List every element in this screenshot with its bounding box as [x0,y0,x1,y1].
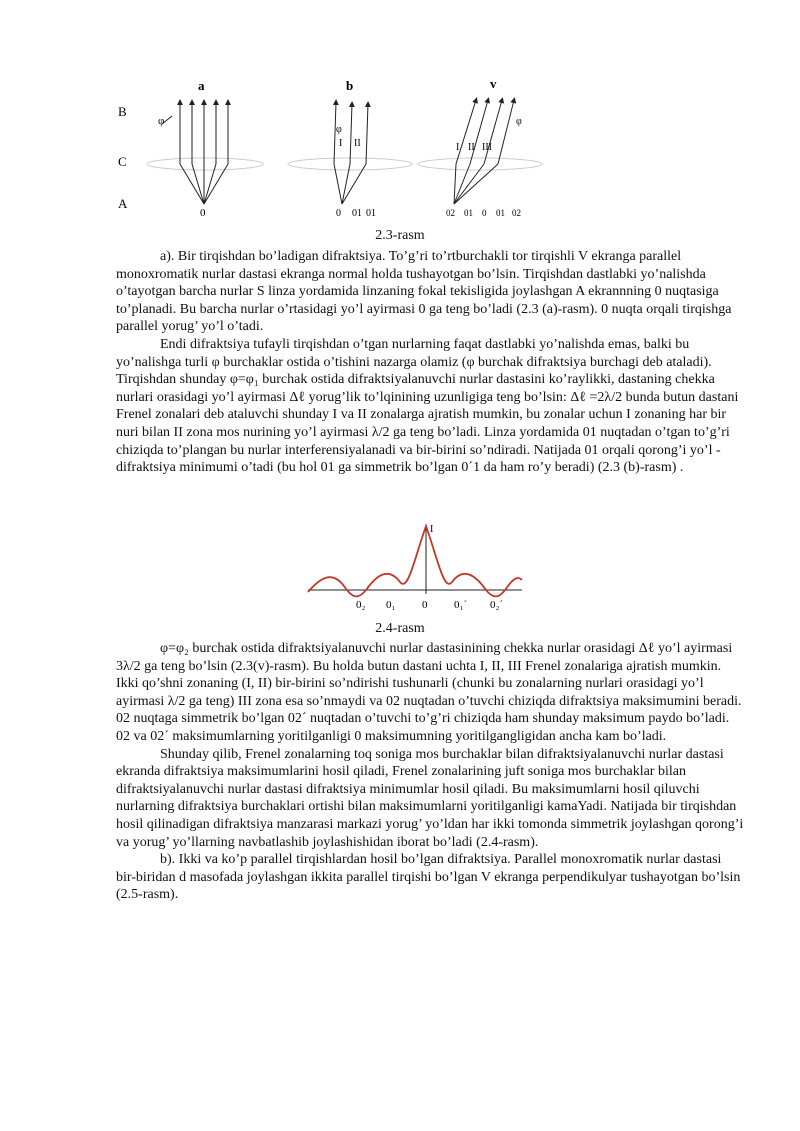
axis-label-2: 0 [422,599,428,611]
paragraph-multiple-slits: b). Ikki va ko’p parallel tirqishlardan hosil bo’lgan difraktsiya. Parallel monoxromatik nurlar dastasi bir-biridan d masofada joylashgan ikkita parallel tirqishi bo’lgan V ekranga perpendikulyar tushayotgan bo’lsin (2.5-rasm). [116,852,741,903]
zone-label-v-1: I [456,142,460,153]
panel-b [288,78,412,219]
paragraph-conclusion: Shunday qilib, Frenel zonalarning toq soniga mos burchaklar bilan difraktsiyalanuvchi nurlar dastasi ekranda difraktsiya maksimumlarini hosil qiladi, Frenel zonalarining juft soniga mos burchaklar bilan difraktsiyalanuvchi nurlar dastasi difraktsiya minimumlar hosil qiladi. Bu maksimumlarni hosil qiluvchi nurlarning difraktsiya burchaklari ortishi bilan maksimumlarni yoritilganligi kamaYadi. Natijada bir tirqishdan hosil qilinadigan difraktsiya manzarasi markazi yorug’ yo’ldan har ikki tomonda simmetrik joylashgan qorong’i va yorug’ yo’llarning navbatlashib joylashishidan iborat bo’ladi (2.4-rasm). [116,746,744,850]
panel-a [147,78,263,219]
intensity-curve [308,526,522,596]
axis-label-3: 0₁´ [454,599,467,611]
paragraph-diffraction-angle: Endi difraktsiya tufayli tirqishdan o’tgan nurlarning faqat dastlabki yo’nalishda emas, balki bu yo’nalishga turli φ burchaklar ostida o’tishini nazarga olamiz (φ burchak difraktsiya burchagi deb ataladi). Tirqishdan shunday φ=φ₁ burchak ostida difraktsiyalanuvchi nurlar dastasini ko’raylikki, dastaning chekka nurlari orasidagi yo’l ayirmasi Δℓ yorug’lik to’lqinining uzunligiga teng bo’lsin: Δℓ =2λ/2 bunda butun dastani Frenel zonalari deb ataluvchi shunday I va II zonalarga ajratish mumkin, bu zonalar uchun I zonaning har bir nuri bilan II zona mos nurining yo’l ayirmasi λ/2 ga teng bo’ladi. Linza yordamida 01 nuqtadan o’tgan to’g’ri chiziqda to’plangan bu nurlar interferensiyalanadi va bir-birini so’ndiradi. Natijada 01 orqali qorong’i yo’l - difraktsiya minimumi o’tadi (bu hol 01 ga simmetrik bo’lgan 0´1 da ham ro’y beradi) (2.3 (b)-rasm) . [116,336,739,476]
point-label-v-1: 01 [464,208,473,218]
point-label-b-1: 01 [352,208,362,219]
point-label-v-3: 01 [496,208,505,218]
curve-label: I [430,524,434,535]
panel-label-b: b [346,78,354,93]
point-label-b-0: 0 [336,208,341,219]
point-label-b-2: 01 [366,208,376,219]
text-block-2 [116,640,744,904]
figure-2-4-caption: 2.4-rasm [375,621,425,636]
point-label-v-0: 02 [446,208,455,218]
panel-label-a: a [198,78,205,93]
figure-2-3 [110,74,550,224]
screen-label-c: C [118,154,127,169]
figure-2-4 [300,520,530,616]
axis-label-0: 0₂ [356,599,366,611]
angle-label-a: φ [158,115,165,127]
axis-label-1: 0₁ [386,599,396,611]
angle-label-b: φ [336,124,342,135]
screen-label-a: A [118,196,128,211]
zone-label-v-3: III [482,142,492,153]
zone-label-b-2: II [354,138,361,149]
point-label-v-2: 0 [482,208,487,218]
paragraph-single-slit: a). Bir tirqishdan bo’ladigan difraktsiya. To’g’ri to’rtburchakli tor tirqishli V ekranga parallel monoxromatik nurlar dastasi ekranga normal holda tushayotgan bo’lsin. Tirqishdan dastlabki yo’nalishda o’tayotgan barcha nurlar S linza yordamida linzaning fokal tekisligida joylashgan A ekrannning 0 nuqtasiga to’planadi. Bu barcha nurlar o’rtasidagi yo’l ayirmasi 0 ga teng bo’ladi (2.3 (a)-rasm). 0 nuqta orqali tirqishga parallel yorug’ yo’l o’tadi. [116,249,732,335]
angle-label-v: φ [516,116,522,127]
text-block-1 [116,248,744,477]
point-label-v-4: 02 [512,208,521,218]
zone-label-v-2: II [468,142,475,153]
panel-v [418,76,542,218]
axis-label-4: 0₂´ [490,599,503,611]
zone-label-b-1: I [339,138,343,149]
paragraph-three-zones: φ=φ₂ burchak ostida difraktsiyalanuvchi nurlar dastasinining chekka nurlar orasidagi Δℓ yo’l ayirmasi 3λ/2 ga teng bo’lsin (2.3(v)-rasm). Bu holda butun dastani uchta I, II, III Frenel zonalariga ajratish mumkin. Ikki qo’shni zonaning (I, II) bir-birini so’ndirishi tushunarli (chunki bu zonalarning nurlari orasidagi yo’l ayirmasi λ/2 ga teng) III zona esa so’nmaydi va 02 nuqtadan o’tuvchi chiziqda difraktsiya maksimumini beradi. 02 nuqtaga simmetrik bo’lgan 02´ nuqtadan o’tuvchi to’g’ri chiziqda ham shunday maksimum paydo bo’ladi. 02 va 02´ maksimumlarning yoritilganligi 0 maksimumning yoritilgangligidan ancha kam bo’ladi. [116,641,742,744]
point-label-a-0: 0 [200,207,206,219]
panel-label-v: v [490,76,497,91]
figure-2-3-caption: 2.3-rasm [375,228,425,243]
screen-label-b: B [118,104,127,119]
